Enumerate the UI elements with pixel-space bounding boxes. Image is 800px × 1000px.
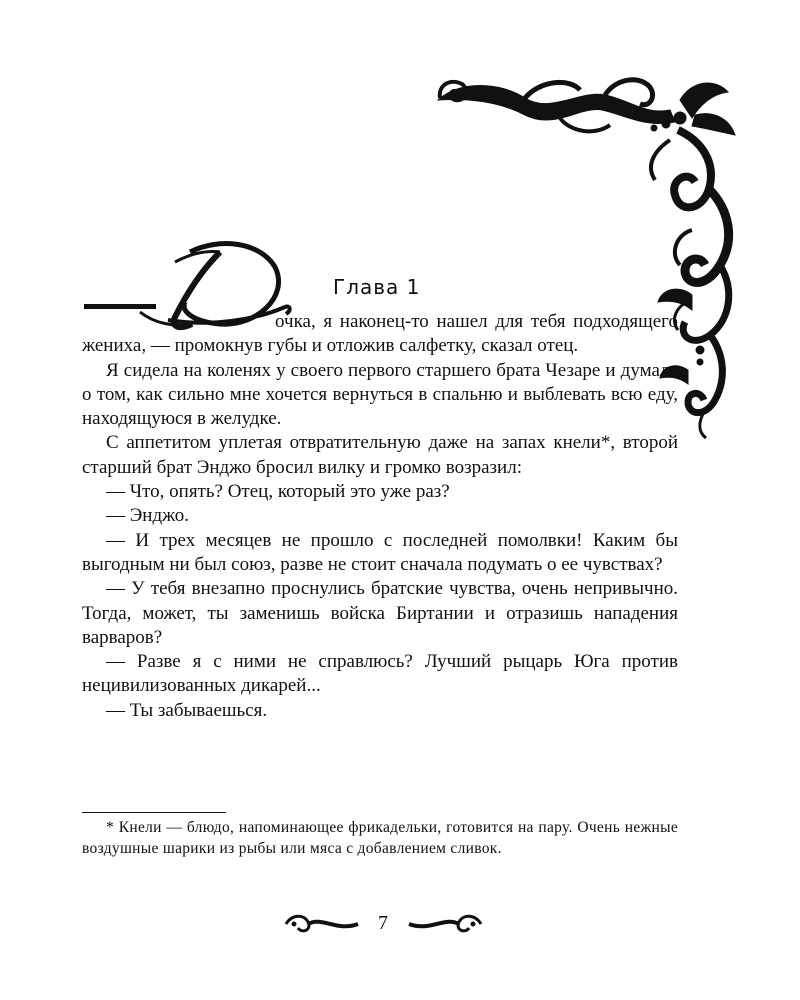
dialogue-line: — Ты забываешься.	[106, 699, 268, 721]
dialogue-line: — У тебя внезапно проснулись братские чувства, очень непривычно. Тогда, может, ты заменишь войска Биртании и отразишь нападения варваров?	[82, 578, 678, 648]
dialogue-line: — Разве я с ними не справлюсь? Лучший рыцарь Юга против нецивилизованных дикарей...	[82, 651, 678, 697]
left-flourish-icon	[282, 910, 362, 938]
paragraph-1: очка, я наконец-то нашел для тебя подходящего жениха, — промокнув губы и отложив салфетку, сказал отец.	[82, 311, 678, 357]
paragraph-2: Я сидела на коленях у своего первого старшего брата Чезаре и думала о том, как сильно мне хочется вернуться в спальню и выблевать всю еду, находящуюся в желудке.	[82, 359, 678, 430]
paragraph-3: С аппетитом уплетая отвратительную даже на запах кнели*, второй старший брат Энджо бросил вилку и громко возразил:	[82, 432, 678, 478]
footnote: * Кнели — блюдо, напоминающее фрикадельки, готовится на пару. Очень нежные воздушные шарики из рыбы или мяса с добавлением сливок.	[82, 819, 678, 857]
right-flourish-icon	[405, 910, 485, 938]
page-number: 7	[378, 912, 388, 934]
footnote-divider	[82, 812, 226, 813]
chapter-title: Глава 1	[333, 275, 421, 299]
dialogue-line: — Что, опять? Отец, который это уже раз?	[106, 481, 450, 503]
dialogue-line: — Энджо.	[106, 505, 190, 527]
body-text	[82, 310, 678, 723]
dialogue-line: — И трех месяцев не прошло с последней помолвки! Каким бы выгодным ни был союз, разве не стоит сначала подумать о ее чувствах?	[82, 529, 678, 575]
